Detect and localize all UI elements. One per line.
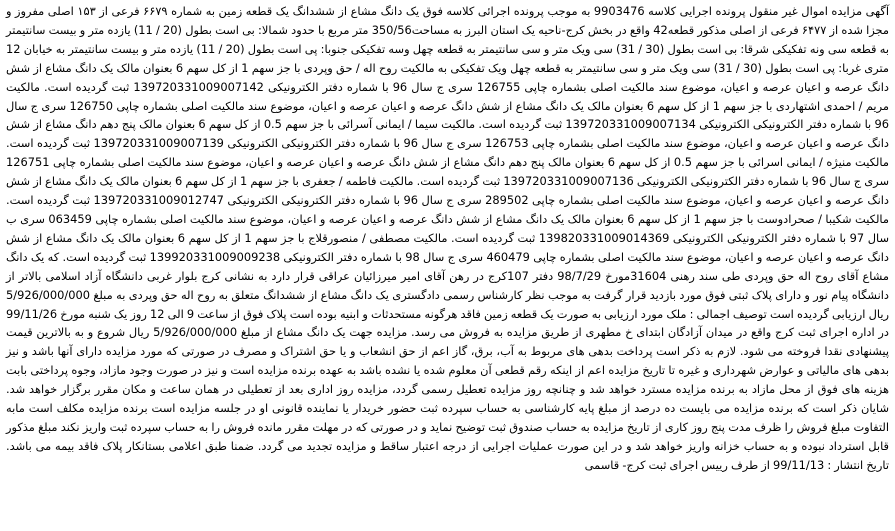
auction-notice-text: آگهی مزایده اموال غیر منقول پرونده اجرایی کلاسه 9903476 به موجب پرونده اجرائی کلاسه فوق یک دانگ مشاع از ششدانگ یک قطعه زمین به شماره ۶۶۷۹ فرعی از ۱۵۳ اصلی مفروز و مجزا شده از ۶۴۷۷ فرعی از اصلی مذکور قطعه42 واقع در بخش کرج-ناحیه یک استان البرز به مساحت350/56 متر مربع با حدود شمالا: بی است بطول (20 / 11) یازده متر و بیست سانتیمتر به قطعه سی ونه تفکیکی شرقا: بی است بطول (30 / 31) سی ویک متر و سی سانتیمتر به قطعه چهل وسه تفکیکی جنوبا: پی است بطول (20 / 11) یازده متر و بیست سانتیمتر به خیابان 12 متری غربا: پی است بطول (30 / 31) سی ویک متر و سی سانتیمتر به قطعه چهل ویک تفکیکی به مالکیت روح اله / حق وپردی با جز سهم 1 از کل سهم 6 بعنوان مالک یک دانگ مشاع از شش دانگ عرصه و اعیان عرصه و اعیان، موضوع سند مالکیت اصلی بشماره چاپی 126755 سری ج سال 96 با شماره دفتر الکترونیکی 139720331009007142 ثبت گردیده است. مالکیت مریم / احمدی اشتهاردی با جز سهم 1 از کل سهم 6 بعنوان مالک یک دانگ مشاع از شش دانگ عرصه و اعیان عرصه و اعیان، موضوع سند مالکیت اصلی بشماره چاپی 126750 سری ج سال 96 با شماره دفتر الکترونیکی الکترونیکی 139720331009007134 ثبت گردیده است. مالکیت سیما / ایمانی آسرائی با جز سهم 0.5 از کل سهم 6 بعنوان مالک پنج دهم دانگ مشاع از شش دانگ عرصه و اعیان عرصه و اعیان، موضوع سند مالکیت اصلی بشماره چاپی 126753 سری ج سال 96 با شماره دفتر الکترونیکی الکترونیکی 139720331009007139 ثبت گردیده است. مالکیت منیژه / ایمانی اسرائی با جز سهم 0.5 از کل سهم 6 بعنوان مالک پنج دهم دانگ مشاع از شش دانگ عرصه و اعیان عرصه و اعیان، موضوع سند مالکیت اصلی بشماره چاپی 126751 سری ج سال 96 با شماره دفتر الکترونیکی الکترونیکی 139720331009007136 ثبت گردیده است. مالکیت فاطمه / جعفری با جز سهم 1 از کل سهم 6 بعنوان مالک یک دانگ مشاع از شش دانگ عرصه و اعیان عرصه و اعیان، موضوع سند مالکیت اصلی بشماره چاپی 289502 سری ج سال 96 با شماره دفتر الکترونیکی الکترونیکی 139720331009012747 ثبت گردیده است. مالکیت شکیبا / صحرادوست با جز سهم 1 از کل سهم 6 بعنوان مالک یک دانگ مشاع از شش دانگ عرصه و اعیان عرصه و اعیان، موضوع سند مالکیت اصلی بشماره چاپی 063459 سری ب سال 97 با شماره دفتر الکترونیکی الکترونیکی 139820331009014369 ثبت گردیده است. مالکیت مصطفی / منصورقلاج با جز سهم 1 از کل سهم 6 بعنوان مالک یک دانگ مشاع از شش دانگ عرصه و اعیان عرصه و اعیان، موضوع سند مالکیت اصلی بشماره چاپی 460479 سری ج سال 98 با شماره دفتر الکترونیکی 139920331009009238 ثبت گردیده است. که یک دانگ مشاع آقای روح اله حق وپردی طی سند رهنی 31604مورخ 98/7/29 دفتر 107کرج در رهن آقای امیر میرزائیان عراقی قرار دارد به نشانی کرج بلوار غربی دانشگاه آزاد اسلامی بالاتر از دانشگاه پیام نور و دارای پلاک ثبتی فوق مورد بازدید قرار گرفت به موجب نظر کارشناس رسمی دادگستری یک دانگ مشاع از ششدانگ متعلق به روح اله حق وپردی به مبلغ 5/926/000/000 ریال ارزیابی گردیده است توصیف اجمالی : ملک مورد ارزیابی به صورت یک قطعه زمین فاقد هرگونه مستحدثات و ابنیه بوده است پلاک فوق از ساعت 9 الی 12 روز یک شنبه مورخ 99/11/26 در اداره اجرای ثبت کرج واقع در میدان آزادگان ابتدای خ مطهری از طریق مزایده به فروش می رسد. مزایده جهت یک دانگ مشاع از مبلغ 5/926/000/000 ریال شروع و به بالاترین قیمت پیشنهادی نقدا فروخته می شود. لازم به ذکر است پرداخت بدهی های مربوط به آب، برق، گاز اعم از حق انشعاب و یا حق اشتراک و مصرف در صورتی که مورد مزایده دارای آنها باشد و نیز بدهی های مالیاتی و عوارض شهرداری و غیره تا تاریخ مزایده اعم از اینکه رقم قطعی آن معلوم شده یا نشده باشد به عهده برنده مزایده است و نیز در صورت وجود مازاد، وجوه پرداختی بابت هزینه های فوق از محل مازاد به برنده مزایده مسترد خواهد شد و چنانچه روز مزایده تعطیل رسمی گردد، مزایده روز اداری بعد از تعطیلی در همان ساعت و مکان مقرر برگزار خواهد شد. شایان ذکر است که برنده مزایده می بایست ده درصد از مبلغ پایه کارشناسی به حساب سپرده ثبت حضور خریدار یا نماینده قانونی او در جلسه مزایده است برنده مزایده مکلف است مابه التفاوت مبلغ فروش را ظرف مدت پنج روز کاری از تاریخ مزایده به حساب صندوق ثبت توضیح نماید و در صورتی که در مهلت مقرر مانده فروش را به حساب سپرده ثبت واریز نکند مبلغ مذکور قابل استرداد نبوده و به حساب خزانه واریز خواهد شد و در این صورت عملیات اجرایی از درجه اعتبار ساقط و مزایده تجدید می گردد. ضمنا طبق اعلامی بستانکار پلاک فاقد بیمه می باشد. تاریخ انتشار : 99/11/13 از طرف رییس اجرای ثبت کرج- قاسمی [5, 4, 890, 472]
